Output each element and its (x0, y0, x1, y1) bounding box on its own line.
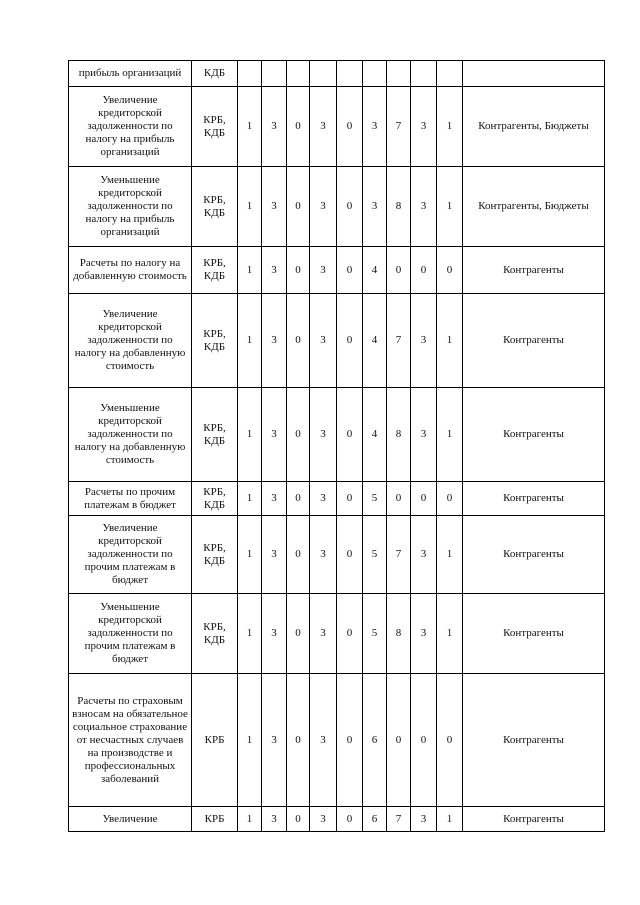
account-name-cell: Расчеты по прочим платежам в бюджет (69, 482, 192, 516)
account-digit-cell: 3 (310, 294, 337, 388)
account-digit-cell: 3 (310, 807, 337, 832)
account-digit-cell (437, 61, 463, 87)
account-digit-cell: 1 (437, 87, 463, 167)
account-digit-cell: 3 (262, 516, 287, 594)
account-name-cell: Увеличение (69, 807, 192, 832)
account-digit-cell: 3 (363, 167, 387, 247)
account-digit-cell: 7 (387, 516, 411, 594)
analytics-cell (463, 61, 605, 87)
account-digit-cell: 3 (310, 594, 337, 674)
account-digit-cell: 3 (262, 674, 287, 807)
account-digit-cell: 3 (310, 87, 337, 167)
account-digit-cell: 3 (411, 167, 437, 247)
table-row (69, 61, 605, 87)
account-digit-cell: 0 (287, 674, 310, 807)
account-digit-cell: 5 (363, 516, 387, 594)
account-digit-cell: 0 (411, 674, 437, 807)
analytics-cell: Контрагенты, Бюджеты (463, 167, 605, 247)
table-row (69, 388, 605, 482)
accounts-table (68, 60, 605, 832)
account-digit-cell: 3 (262, 167, 287, 247)
account-digit-cell: 3 (310, 247, 337, 294)
account-digit-cell: 1 (238, 516, 262, 594)
account-digit-cell: 3 (411, 87, 437, 167)
account-digit-cell: 0 (337, 594, 363, 674)
account-digit-cell: 3 (262, 594, 287, 674)
account-digit-cell: 3 (310, 674, 337, 807)
budget-code-cell: КРБ, КДБ (192, 482, 238, 516)
account-digit-cell: 3 (411, 388, 437, 482)
account-digit-cell: 4 (363, 294, 387, 388)
analytics-cell: Контрагенты (463, 482, 605, 516)
account-digit-cell: 0 (287, 482, 310, 516)
account-digit-cell (363, 61, 387, 87)
analytics-cell: Контрагенты (463, 516, 605, 594)
account-digit-cell: 1 (238, 167, 262, 247)
account-digit-cell: 8 (387, 167, 411, 247)
account-digit-cell: 3 (310, 167, 337, 247)
account-digit-cell: 3 (262, 294, 287, 388)
account-digit-cell: 1 (238, 247, 262, 294)
account-digit-cell: 4 (363, 247, 387, 294)
account-digit-cell: 1 (238, 807, 262, 832)
account-digit-cell (287, 61, 310, 87)
account-name-cell: Расчеты по страховым взносам на обязательное социальное страхование от несчастных случаев на производстве и профессиональных заболеваний (69, 674, 192, 807)
account-digit-cell (262, 61, 287, 87)
account-digit-cell (337, 61, 363, 87)
account-digit-cell: 0 (411, 482, 437, 516)
analytics-cell: Контрагенты (463, 294, 605, 388)
account-digit-cell: 0 (437, 247, 463, 294)
account-digit-cell: 5 (363, 594, 387, 674)
account-digit-cell (238, 61, 262, 87)
account-digit-cell: 1 (238, 87, 262, 167)
account-digit-cell: 3 (262, 482, 287, 516)
account-digit-cell: 5 (363, 482, 387, 516)
table-body (69, 61, 605, 832)
account-digit-cell: 0 (337, 388, 363, 482)
table-row (69, 482, 605, 516)
table-row (69, 594, 605, 674)
account-digit-cell (387, 61, 411, 87)
account-digit-cell: 3 (411, 594, 437, 674)
analytics-cell: Контрагенты (463, 594, 605, 674)
budget-code-cell: КРБ (192, 674, 238, 807)
account-digit-cell: 0 (337, 482, 363, 516)
table-row (69, 247, 605, 294)
budget-code-cell: КРБ, КДБ (192, 516, 238, 594)
account-digit-cell: 1 (437, 294, 463, 388)
account-name-cell: Уменьшение кредиторской задолженности по прочим платежам в бюджет (69, 594, 192, 674)
account-digit-cell: 4 (363, 388, 387, 482)
account-digit-cell: 0 (287, 388, 310, 482)
account-digit-cell: 3 (262, 87, 287, 167)
analytics-cell: Контрагенты (463, 247, 605, 294)
account-digit-cell: 3 (262, 247, 287, 294)
account-digit-cell: 1 (437, 594, 463, 674)
account-digit-cell: 0 (411, 247, 437, 294)
account-digit-cell: 1 (437, 388, 463, 482)
account-name-cell: Увеличение кредиторской задолженности по налогу на прибыль организаций (69, 87, 192, 167)
analytics-cell: Контрагенты (463, 807, 605, 832)
account-digit-cell (411, 61, 437, 87)
budget-code-cell: КРБ (192, 807, 238, 832)
table-row (69, 167, 605, 247)
account-digit-cell: 0 (387, 247, 411, 294)
budget-code-cell: КРБ, КДБ (192, 294, 238, 388)
account-digit-cell: 1 (437, 516, 463, 594)
account-digit-cell: 0 (337, 807, 363, 832)
account-name-cell: Увеличение кредиторской задолженности по прочим платежам в бюджет (69, 516, 192, 594)
account-digit-cell: 1 (238, 388, 262, 482)
account-digit-cell: 0 (437, 482, 463, 516)
account-digit-cell: 0 (337, 294, 363, 388)
account-digit-cell: 1 (238, 294, 262, 388)
account-digit-cell: 3 (310, 482, 337, 516)
account-digit-cell: 1 (238, 482, 262, 516)
account-digit-cell: 0 (387, 482, 411, 516)
account-digit-cell: 1 (238, 674, 262, 807)
account-digit-cell: 0 (337, 516, 363, 594)
account-digit-cell: 6 (363, 807, 387, 832)
table-row (69, 294, 605, 388)
account-digit-cell: 3 (310, 516, 337, 594)
account-name-cell: Уменьшение кредиторской задолженности по налогу на прибыль организаций (69, 167, 192, 247)
account-digit-cell: 0 (337, 87, 363, 167)
budget-code-cell: КДБ (192, 61, 238, 87)
account-digit-cell: 3 (262, 388, 287, 482)
budget-code-cell: КРБ, КДБ (192, 87, 238, 167)
account-name-cell: Расчеты по налогу на добавленную стоимость (69, 247, 192, 294)
account-digit-cell: 0 (287, 247, 310, 294)
account-digit-cell: 7 (387, 87, 411, 167)
account-name-cell: прибыль организаций (69, 61, 192, 87)
table-row (69, 516, 605, 594)
table-row (69, 87, 605, 167)
account-digit-cell: 0 (437, 674, 463, 807)
analytics-cell: Контрагенты (463, 388, 605, 482)
account-name-cell: Увеличение кредиторской задолженности по налогу на добавленную стоимость (69, 294, 192, 388)
account-digit-cell: 0 (287, 294, 310, 388)
account-digit-cell: 0 (287, 167, 310, 247)
account-digit-cell: 3 (310, 388, 337, 482)
account-digit-cell: 1 (238, 594, 262, 674)
account-digit-cell: 3 (411, 807, 437, 832)
account-digit-cell: 0 (287, 594, 310, 674)
account-digit-cell: 8 (387, 594, 411, 674)
account-digit-cell: 8 (387, 388, 411, 482)
budget-code-cell: КРБ, КДБ (192, 247, 238, 294)
table-row (69, 807, 605, 832)
account-digit-cell: 1 (437, 807, 463, 832)
account-digit-cell: 3 (411, 516, 437, 594)
account-digit-cell: 7 (387, 294, 411, 388)
analytics-cell: Контрагенты (463, 674, 605, 807)
account-digit-cell: 7 (387, 807, 411, 832)
account-name-cell: Уменьшение кредиторской задолженности по налогу на добавленную стоимость (69, 388, 192, 482)
account-digit-cell: 0 (337, 167, 363, 247)
account-digit-cell (310, 61, 337, 87)
account-digit-cell: 3 (262, 807, 287, 832)
account-digit-cell: 0 (337, 674, 363, 807)
analytics-cell: Контрагенты, Бюджеты (463, 87, 605, 167)
account-digit-cell: 3 (411, 294, 437, 388)
budget-code-cell: КРБ, КДБ (192, 594, 238, 674)
budget-code-cell: КРБ, КДБ (192, 167, 238, 247)
account-digit-cell: 0 (287, 807, 310, 832)
budget-code-cell: КРБ, КДБ (192, 388, 238, 482)
account-digit-cell: 0 (287, 516, 310, 594)
account-digit-cell: 1 (437, 167, 463, 247)
account-digit-cell: 6 (363, 674, 387, 807)
account-digit-cell: 3 (363, 87, 387, 167)
account-digit-cell: 0 (387, 674, 411, 807)
table-row (69, 674, 605, 807)
account-digit-cell: 0 (337, 247, 363, 294)
account-digit-cell: 0 (287, 87, 310, 167)
